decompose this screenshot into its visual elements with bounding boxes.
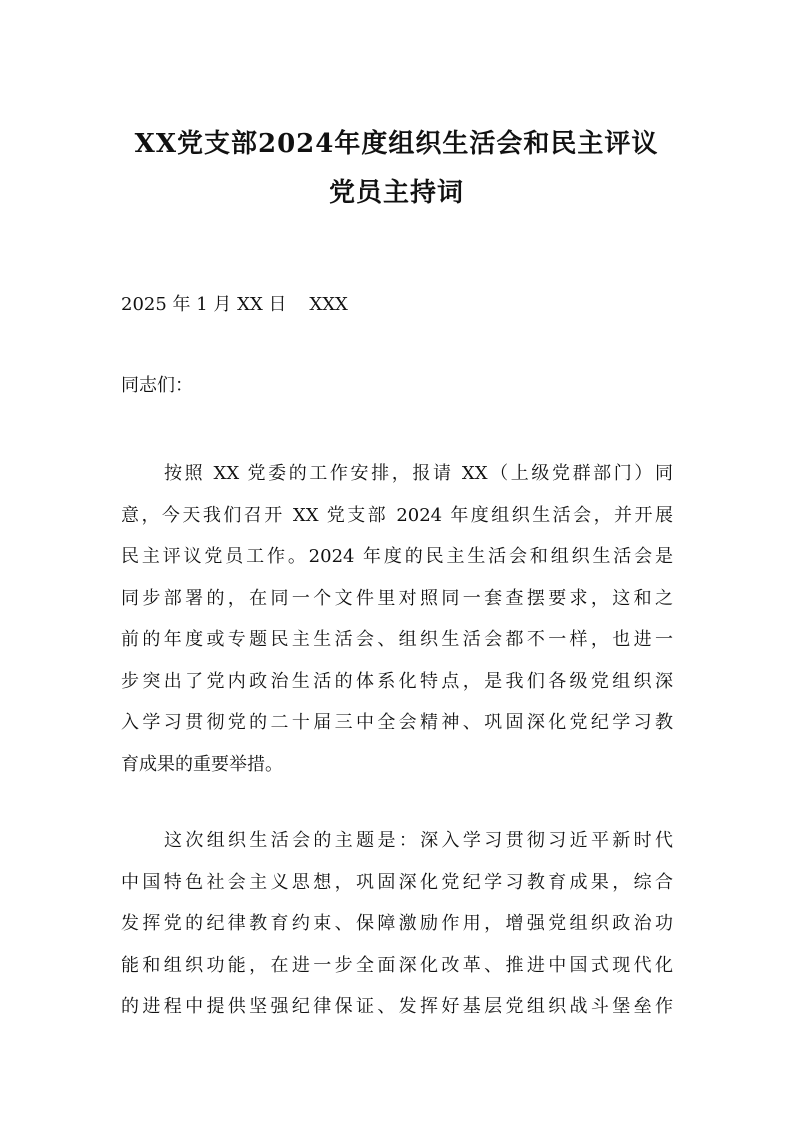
document-title-line-1: XX党支部2024年度组织生活会和民主评议 bbox=[134, 129, 659, 159]
date-author-line: 2025 年 1 月 XX 日 XXX bbox=[121, 294, 348, 315]
paragraph-line: 育成果的重要举措。 bbox=[121, 753, 283, 775]
paragraph-line: 民主评议党员工作。2024 年度的民主生活会和组织生活会是 bbox=[121, 546, 673, 567]
paragraph-line: 同步部署的，在同一个文件里对照同一套查摆要求，这和之 bbox=[121, 587, 673, 609]
paragraph-line: 入学习贯彻党的二十届三中全会精神、巩固深化党纪学习教 bbox=[121, 712, 673, 733]
paragraph-line: 的进程中提供坚强纪律保证、发挥好基层党组织战斗堡垒作 bbox=[121, 996, 673, 1017]
paragraph-line: 前的年度或专题民主生活会、组织生活会都不一样，也进一 bbox=[121, 629, 673, 650]
salutation: 同志们： bbox=[121, 375, 193, 396]
paragraph-line: 中国特色社会主义思想，巩固深化党纪学习教育成果，综合 bbox=[121, 871, 673, 893]
paragraph-line: 能和组织功能，在进一步全面深化改革、推进中国式现代化 bbox=[121, 954, 673, 976]
paragraph-1 bbox=[121, 453, 673, 785]
paragraph-line: 按照 XX 党委的工作安排，报请 XX（上级党群部门）同 bbox=[164, 463, 673, 484]
paragraph-2 bbox=[121, 820, 673, 1028]
paragraph-line: 意，今天我们召开 XX 党支部 2024 年度组织生活会，并开展 bbox=[121, 504, 673, 526]
paragraph-line: 这次组织生活会的主题是：深入学习贯彻习近平新时代 bbox=[164, 830, 673, 851]
document-title-line-2: 党员主持词 bbox=[328, 178, 464, 208]
paragraph-line: 发挥党的纪律教育约束、保障激励作用，增强党组织政治功 bbox=[121, 913, 673, 934]
paragraph-line: 步突出了党内政治生活的体系化特点，是我们各级党组织深 bbox=[121, 670, 673, 692]
